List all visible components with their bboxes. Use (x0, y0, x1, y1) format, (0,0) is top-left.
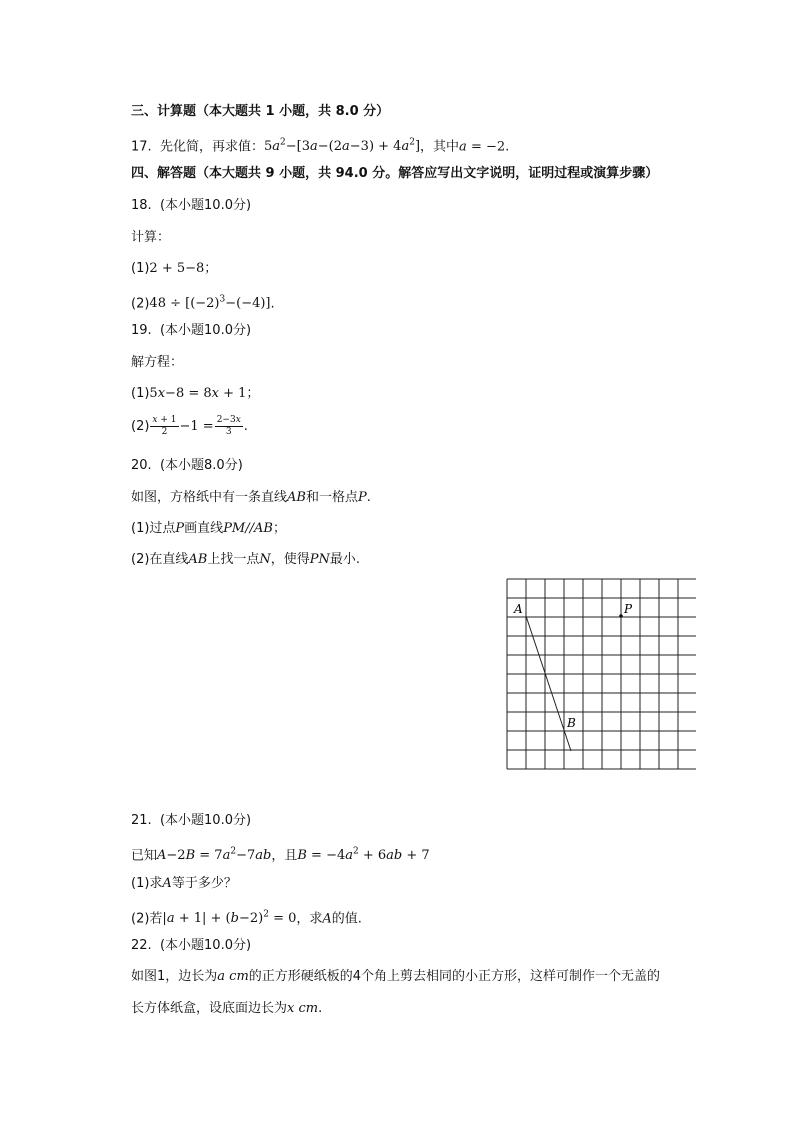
math-expression: 5x−8 = 8x + 1 (149, 386, 247, 401)
question-21-given: 已知$A-2B = 7a^2-7ab$，且$B = -4a^2 + 6ab + 7$ (131, 847, 430, 864)
math-expression: $48 \div [(-2)^3-(-4)]$ (149, 295, 271, 312)
question-18-header: 18. (本小题10.0分) (131, 198, 252, 213)
question-18-part-2: $(2)48 \div [(-2)^3-(-4)]$. (131, 295, 275, 312)
question-22-line-1: 如图1，边长为a cm的正方形硬纸板的4个角上剪去相同的小正方形，这样可制作一个无盖的 (131, 969, 661, 984)
grid-lines (507, 579, 696, 769)
question-18-prompt: 计算： (131, 230, 171, 245)
question-21-part-2: (2)若$|a + 1| + (b-2)^2 = 0$，求A的值. (131, 910, 362, 927)
section-3-heading: 三、计算题（本大题共 1 小题，共 8.0 分） (131, 104, 390, 119)
math-condition: a = −2 (459, 139, 506, 155)
question-18-part-1: (1)2 + 5−8； (131, 261, 218, 276)
question-22-line-2: 长方体纸盒，设底面边长为x cm. (131, 1001, 323, 1016)
question-19-part-2: (2) $\frac{x + 1}{2}$ −1 = $\frac{2-3x}{3}$ . (131, 415, 248, 437)
question-20-part-1: (1)过点P画直线PM//AB； (131, 521, 286, 536)
question-20-part-2: (2)在直线AB上找一点N，使得PN最小. (131, 552, 361, 567)
math-expression: $A-2B = 7a^2-7ab$ (157, 847, 272, 864)
math-expression: 2 + 5−8 (149, 261, 205, 276)
math-expression: $|a + 1| + (b-2)^2 = 0$ (162, 910, 297, 927)
fraction: $\frac{2-3x}{3}$ (216, 415, 241, 437)
question-20-prompt: 如图，方格纸中有一条直线AB和一格点P. (131, 490, 371, 505)
question-number: 17. (131, 139, 152, 155)
math-expression: $5a^2-[3a-(2a-3) + 4a^2]$ (263, 138, 421, 155)
label-a: A (514, 602, 523, 616)
question-20-header: 20. (本小题8.0分) (131, 458, 243, 473)
grid-figure (506, 578, 696, 771)
question-19-header: 19. (本小题10.0分) (131, 323, 252, 338)
question-19-part-1: (1)5x−8 = 8x + 1； (131, 386, 260, 401)
point-p (619, 614, 623, 618)
label-p: P (624, 602, 633, 616)
question-19-prompt: 解方程： (131, 355, 184, 370)
section-4-heading: 四、解答题（本大题共 9 小题，共 94.0 分。解答应写出文字说明，证明过程或演算步骤） (131, 166, 659, 181)
question-22-header: 22. (本小题10.0分) (131, 938, 252, 953)
label-b: B (567, 716, 576, 730)
question-21-part-1: (1)求A等于多少？ (131, 876, 237, 891)
question-21-header: 21. (本小题10.0分) (131, 813, 252, 828)
fraction: $\frac{x + 1}{2}$ (152, 415, 177, 437)
math-expression: $B = -4a^2 + 6ab + 7$ (297, 847, 430, 864)
question-17: 17. 先化简，再求值：$5a^2-[3a-(2a-3) + 4a^2]$，其中a = −2. (131, 138, 510, 155)
